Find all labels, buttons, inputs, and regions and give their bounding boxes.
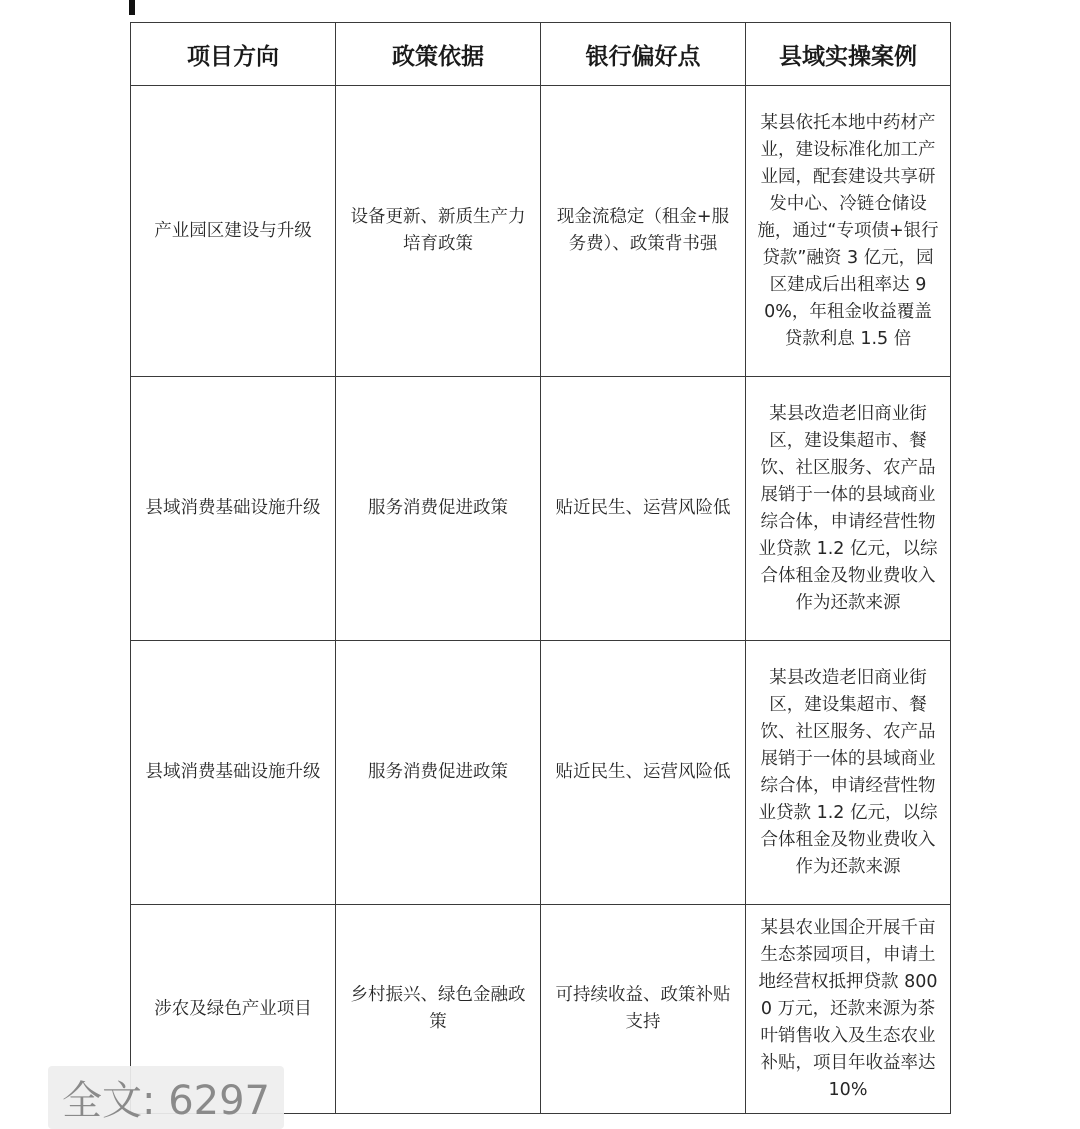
cell-bank-preference: 可持续收益、政策补贴支持: [541, 905, 746, 1114]
table-header-row: [131, 23, 951, 86]
project-table: [130, 22, 951, 1114]
cell-direction: 县域消费基础设施升级: [131, 377, 336, 641]
cell-policy: 设备更新、新质生产力培育政策: [336, 86, 541, 377]
cell-direction: 县域消费基础设施升级: [131, 641, 336, 905]
cell-bank-preference: 贴近民生、运营风险低: [541, 641, 746, 905]
cell-policy: 服务消费促进政策: [336, 377, 541, 641]
word-count-label: 全文: 6297: [62, 1078, 270, 1124]
table-row: [131, 86, 951, 377]
header-bank-preference: 银行偏好点: [541, 23, 746, 86]
cell-case: 某县依托本地中药材产业，建设标准化加工产业园，配套建设共享研发中心、冷链仓储设施，通过“专项债+银行贷款”融资 3 亿元，园区建成后出租率达 90%，年租金收益覆盖贷款利息 1.5 倍: [746, 86, 951, 377]
cell-policy: 乡村振兴、绿色金融政策: [336, 905, 541, 1114]
cell-case: 某县改造老旧商业街区，建设集超市、餐饮、社区服务、农产品展销于一体的县域商业综合体，申请经营性物业贷款 1.2 亿元，以综合体租金及物业费收入作为还款来源: [746, 377, 951, 641]
header-direction: 项目方向: [131, 23, 336, 86]
full-text-word-count-badge[interactable]: [48, 1066, 284, 1129]
cell-case: 某县农业国企开展千亩生态茶园项目，申请土地经营权抵押贷款 8000 万元，还款来源为茶叶销售收入及生态农业补贴，项目年收益率达 10%: [746, 905, 951, 1114]
cell-policy: 服务消费促进政策: [336, 641, 541, 905]
cell-direction: 涉农及绿色产业项目: [131, 905, 336, 1114]
project-table-container: [130, 22, 950, 1114]
table-row: [131, 641, 951, 905]
header-case: 县域实操案例: [746, 23, 951, 86]
top-divider-marker: [129, 0, 135, 15]
cell-direction: 产业园区建设与升级: [131, 86, 336, 377]
cell-bank-preference: 现金流稳定（租金+服务费）、政策背书强: [541, 86, 746, 377]
cell-bank-preference: 贴近民生、运营风险低: [541, 377, 746, 641]
header-policy: 政策依据: [336, 23, 541, 86]
cell-case: 某县改造老旧商业街区，建设集超市、餐饮、社区服务、农产品展销于一体的县域商业综合体，申请经营性物业贷款 1.2 亿元，以综合体租金及物业费收入作为还款来源: [746, 641, 951, 905]
table-row: [131, 377, 951, 641]
